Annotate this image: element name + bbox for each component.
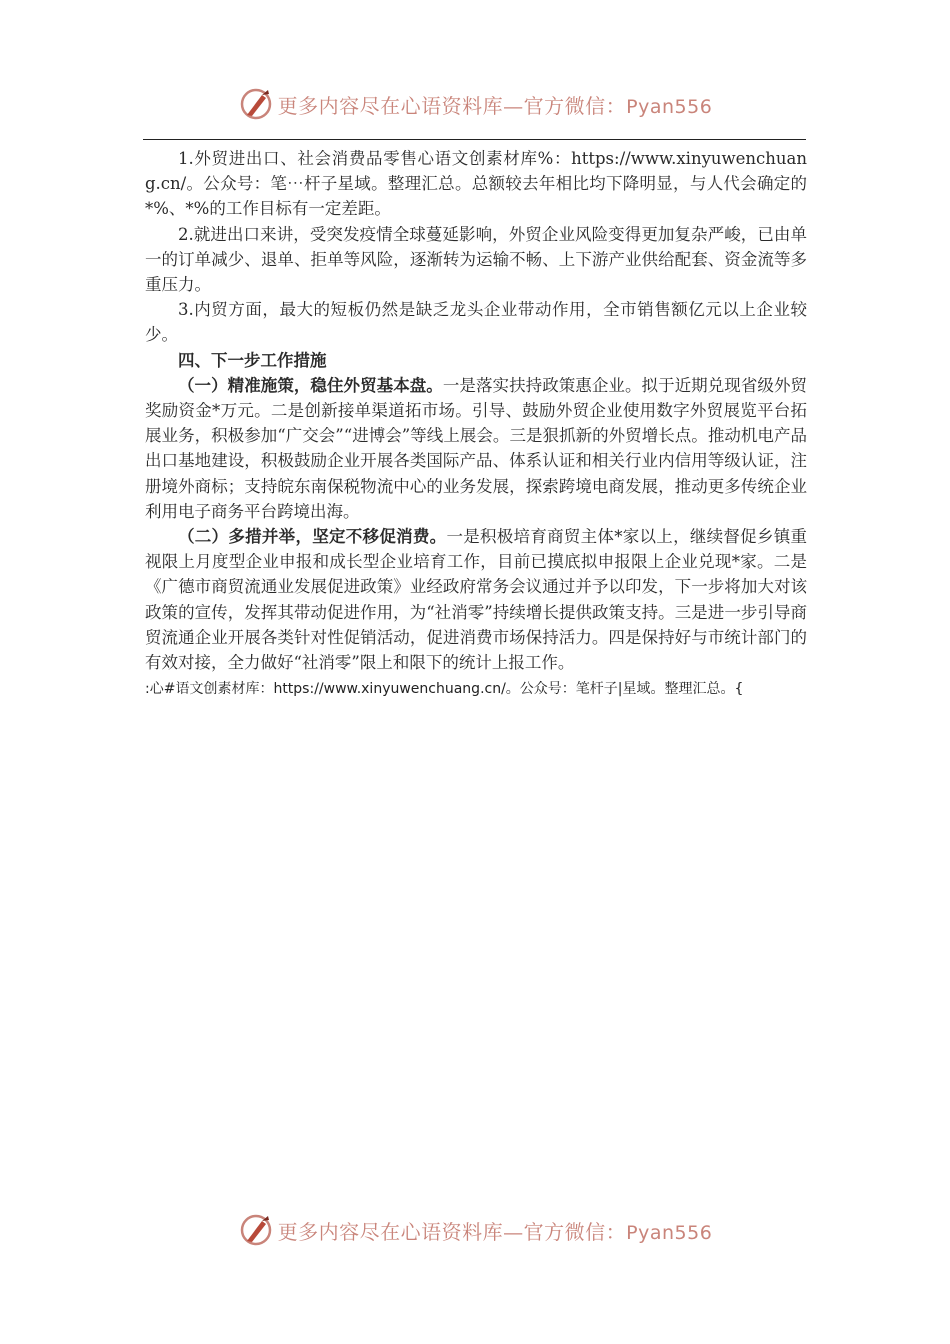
footer-banner-id: Pyan556 [626,1221,713,1244]
footer-banner [0,1208,950,1252]
measure-2 [145,524,807,675]
header-banner [0,82,950,126]
header-banner-text: 更多内容尽在心语资料库—官方微信： [277,93,627,118]
measure-1 [145,373,807,524]
paragraph-3: 3.内贸方面，最大的短板仍然是缺乏龙头企业带动作用，全市销售额亿元以上企业较少。 [145,300,807,345]
header-banner-id: Pyan556 [626,95,713,118]
quill-logo-icon [238,1212,274,1248]
section-heading-4: 四、下一步工作措施 [178,350,327,370]
source-footline: :心#语文创素材库：https://www.xinyuwenchuang.cn/。公众号：笔杆子|星域。整理汇总。{ [145,681,744,698]
document-body [145,146,807,703]
measure-1-text: 一是落实扶持政策惠企业。拟于近期兑现省级外贸奖励资金*万元。二是创新接单渠道拓市场。引导、鼓励外贸企业使用数字外贸展览平台拓展业务，积极参加“广交会”“进博会”等线上展会。三是狠抓新的外贸增长点。推动机电产品出口基地建设，积极鼓励企业开展各类国际产品、体系认证和相关行业内信用等级认证，注册境外商标；支持皖东南保税物流中心的业务发展，探索跨境电商发展，推动更多传统企业利用电子商务平台跨境出海。 [145,375,808,521]
quill-logo-icon [238,86,274,122]
header-rule [143,139,806,140]
paragraph-1: 1.外贸进出口、社会消费品零售心语文创素材库%：https://www.xinyuwenchuang.cn/。公众号：笔⋯杆子星域。整理汇总。总额较去年相比均下降明显，与人代会确定的*%、*%的工作目标有一定差距。 [145,149,807,219]
footer-banner-text: 更多内容尽在心语资料库—官方微信： [277,1219,627,1244]
paragraph-2: 2.就进出口来讲，受突发疫情全球蔓延影响，外贸企业风险变得更加复杂严峻，已由单一的订单减少、退单、拒单等风险，逐渐转为运输不畅、上下游产业供给配套、资金流等多重压力。 [145,224,807,295]
measure-2-text: 一是积极培育商贸主体*家以上，继续督促乡镇重视限上月度型企业申报和成长型企业培育工作，目前已摸底拟申报限上企业兑现*家。二是《广德市商贸流通业发展促进政策》业经政府常务会议通过并予以印发，下一步将加大对该政策的宣传，发挥其带动促进作用，为“社消零”持续增长提供政策支持。三是进一步引导商贸流通企业开展各类针对性促销活动，促进消费市场保持活力。四是保持好与市统计部门的有效对接，全力做好“社消零”限上和限下的统计上报工作。 [145,527,808,673]
measure-2-title: （二）多措并举，坚定不移促消费。 [178,527,447,547]
measure-1-title: （一）精准施策，稳住外贸基本盘。 [178,375,443,395]
